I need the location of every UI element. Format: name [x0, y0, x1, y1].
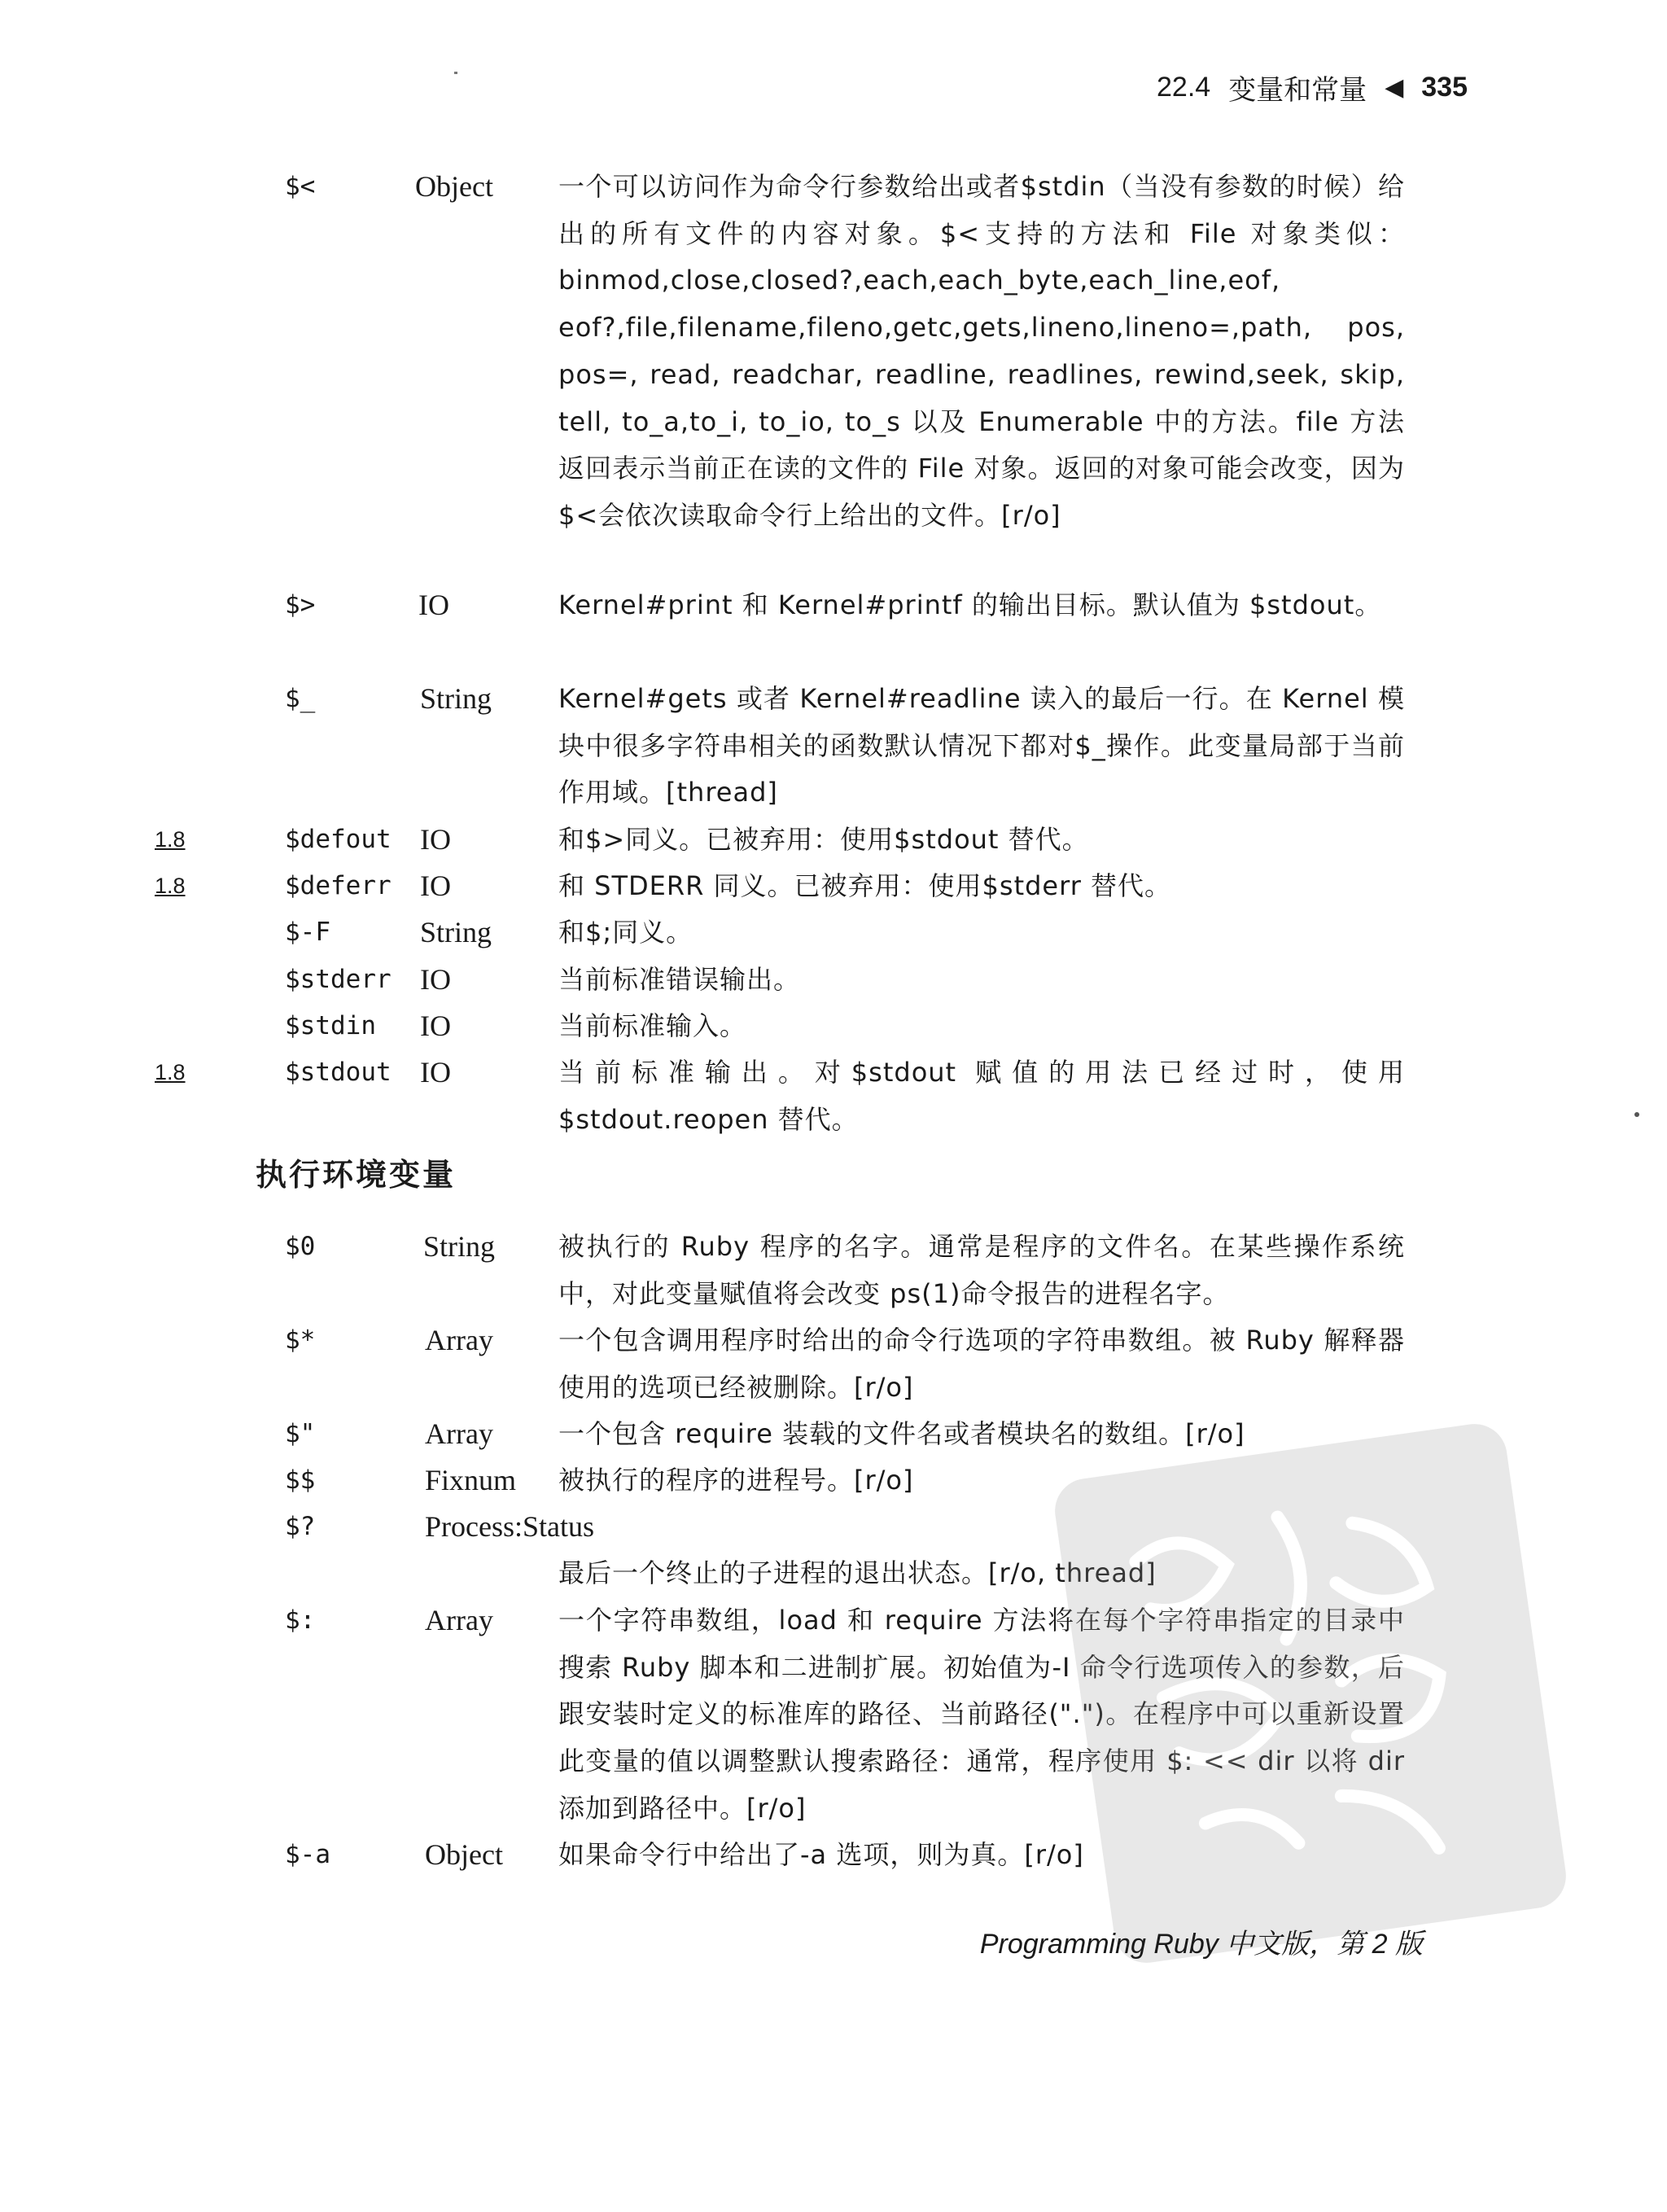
variable-name: $: — [285, 1605, 316, 1635]
variable-type: String — [420, 916, 492, 948]
variable-description: 一个字符串数组，load 和 require 方法将在每个字符串指定的目录中搜索 Ruby 脚本和二进制扩展。初始值为-I 命令行选项传入的参数，后跟安装时定义的标准库的路径、当前路径(".")。在程序中可以重新设置此变量的值以调整默认搜索路径：通常，程序使用 $: << dir 以将 dir 添加到路径中。[r/o] — [558, 1605, 1405, 1824]
variable-name: $> — [285, 590, 316, 620]
variable-description: 如果命令行中给出了-a 选项，则为真。[r/o] — [558, 1839, 1084, 1870]
variable-description: 最后一个终止的子进程的退出状态。[r/o, thread] — [558, 1557, 1157, 1588]
scan-speck — [454, 72, 457, 74]
variable-description: 一个包含 require 装载的文件名或者模块名的数组。[r/o] — [558, 1418, 1245, 1449]
variable-description: 当前标准输出。对$stdout 赋值的用法已经过时，使用 $stdout.reopen 替代。 — [558, 1057, 1405, 1135]
variable-name: $deferr — [285, 871, 392, 900]
variable-type: Array — [425, 1324, 493, 1356]
variable-description: 当前标准错误输出。 — [558, 964, 801, 995]
variable-name: $$ — [285, 1465, 316, 1495]
page-footer: Programming Ruby 中文版，第 2 版 — [979, 1929, 1423, 1960]
variable-name: $? — [285, 1512, 316, 1541]
variable-type: IO — [420, 869, 451, 902]
variable-type: Fixnum — [425, 1464, 517, 1496]
variable-type: Object — [415, 170, 493, 203]
variable-description: Kernel#print 和 Kernel#printf 的输出目标。默认值为 $stdout。 — [558, 589, 1382, 620]
header-section-number: 22.4 — [1157, 71, 1211, 103]
variable-description: 和 STDERR 同义。已被弃用：使用$stderr 替代。 — [558, 870, 1172, 901]
page-header — [1157, 67, 1468, 107]
page-number: 335 — [1421, 71, 1468, 103]
variable-type: IO — [418, 589, 449, 621]
variable-name: $* — [285, 1325, 316, 1355]
variable-type: String — [423, 1230, 496, 1263]
version-marker: 1.8 — [155, 1060, 186, 1084]
variable-description: 和$>同义。已被弃用：使用$stdout 替代。 — [558, 824, 1089, 855]
variable-description: 被执行的 Ruby 程序的名字。通常是程序的文件名。在某些操作系统中，对此变量赋值将会改变 ps(1)命令报告的进程名字。 — [558, 1231, 1405, 1309]
variable-type: String — [420, 682, 492, 715]
variable-name: $< — [285, 172, 316, 201]
variable-description: 一个可以访问作为命令行参数给出或者$stdin（当没有参数的时候）给出的所有文件的内容对象。$<支持的方法和 File 对象类似：binmod,close,closed?,each,each_byte,each_line,eof, eof?,file,filename,fileno,getc,gets,lineno,lineno=,path, pos, pos=, read, readchar, readline, readlines, rewind,seek, skip, tell, to_a,to_i, to_io, to_s 以及 Enumerable 中的方法。file 方法返回表示当前正在读的文件的 File 对象。返回的对象可能会改变，因为$<会依次读取命令行上给出的文件。[r/o] — [558, 171, 1405, 531]
variable-description: 一个包含调用程序时给出的命令行选项的字符串数组。被 Ruby 解释器使用的选项已经被删除。[r/o] — [558, 1325, 1405, 1403]
variable-name: $0 — [285, 1232, 316, 1261]
variable-description: Kernel#gets 或者 Kernel#readline 读入的最后一行。在 Kernel 模块中很多字符串相关的函数默认情况下都对$_操作。此变量局部于当前作用域。[thread] — [558, 683, 1405, 808]
variable-type: IO — [420, 823, 451, 856]
variable-description: 被执行的程序的进程号。[r/o] — [558, 1465, 914, 1496]
variable-name: $-F — [285, 918, 330, 947]
variable-name: $_ — [285, 684, 316, 713]
header-chapter-title: 变量和常量 — [1228, 74, 1367, 106]
variable-name: $stdin — [285, 1011, 376, 1040]
version-marker: 1.8 — [155, 827, 186, 852]
variable-name: $-a — [285, 1840, 330, 1869]
library-seal-watermark — [1034, 1417, 1587, 1970]
variable-type: IO — [420, 963, 451, 996]
variable-type: Object — [425, 1838, 503, 1871]
section-heading: 执行环境变量 — [256, 1157, 457, 1193]
variable-type: IO — [420, 1010, 451, 1042]
variable-name: $stdout — [285, 1058, 392, 1087]
left-triangle-icon: ◀ — [1385, 73, 1404, 101]
variable-description: 当前标准输入。 — [558, 1010, 747, 1041]
variable-name: $defout — [285, 825, 392, 854]
variable-description: 和$;同义。 — [558, 917, 693, 948]
version-marker: 1.8 — [155, 874, 186, 898]
variable-name: $stderr — [285, 965, 392, 994]
variable-name: $" — [285, 1419, 316, 1448]
variable-type: IO — [420, 1056, 451, 1088]
scan-speck — [1634, 1112, 1639, 1117]
variable-type: Array — [425, 1417, 493, 1450]
variable-type: Array — [425, 1604, 493, 1636]
variable-type: Process:Status — [425, 1510, 595, 1543]
